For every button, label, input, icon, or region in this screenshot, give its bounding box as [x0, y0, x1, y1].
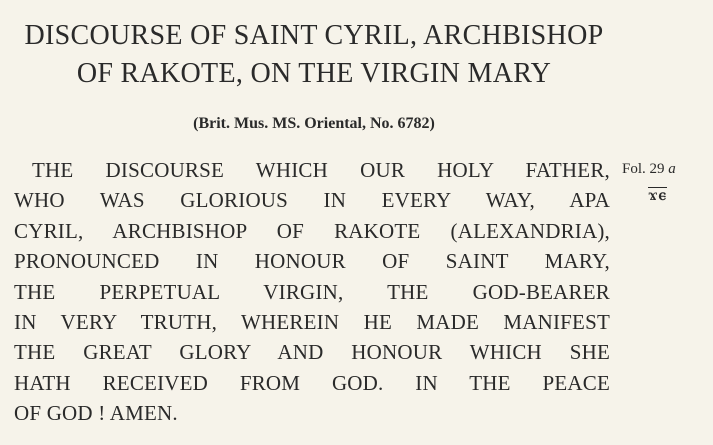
body-line-7: THE GREAT GLORY AND HONOUR WHICH SHE: [14, 340, 610, 365]
folio-reference: [622, 159, 676, 179]
body-line-4: PRONOUNCED IN HONOUR OF SAINT MARY,: [14, 249, 610, 274]
folio-number: Fol. 29: [622, 161, 665, 177]
body-line-6: IN VERY TRUTH, WHEREIN HE MADE MANIFEST: [14, 310, 610, 335]
body-line-2: WHO WAS GLORIOUS IN EVERY WAY, APA: [14, 188, 610, 213]
title-line-2: OF RAKOTE, ON THE VIRGIN MARY: [76, 58, 552, 89]
body-line-3: CYRIL, ARCHBISHOP OF RAKOTE (ALEXANDRIA),: [14, 218, 610, 243]
body-line-5: THE PERPETUAL VIRGIN, THE GOD-BEARER: [14, 279, 610, 304]
coptic-page-number: ϫⲉ: [648, 187, 667, 204]
body-text: [14, 155, 610, 429]
page-title: [0, 17, 628, 93]
body-line-8: HATH RECEIVED FROM GOD. IN THE PEACE: [14, 370, 610, 395]
body-line-1: THE DISCOURSE WHICH OUR HOLY FATHER,: [32, 158, 610, 182]
manuscript-source: (Brit. Mus. MS. Oriental, No. 6782): [193, 115, 435, 132]
folio-side: a: [668, 161, 676, 177]
body-line-9: OF GOD ! AMEN.: [14, 401, 178, 426]
title-line-1: DISCOURSE OF SAINT CYRIL, ARCHBISHOP: [24, 20, 604, 51]
